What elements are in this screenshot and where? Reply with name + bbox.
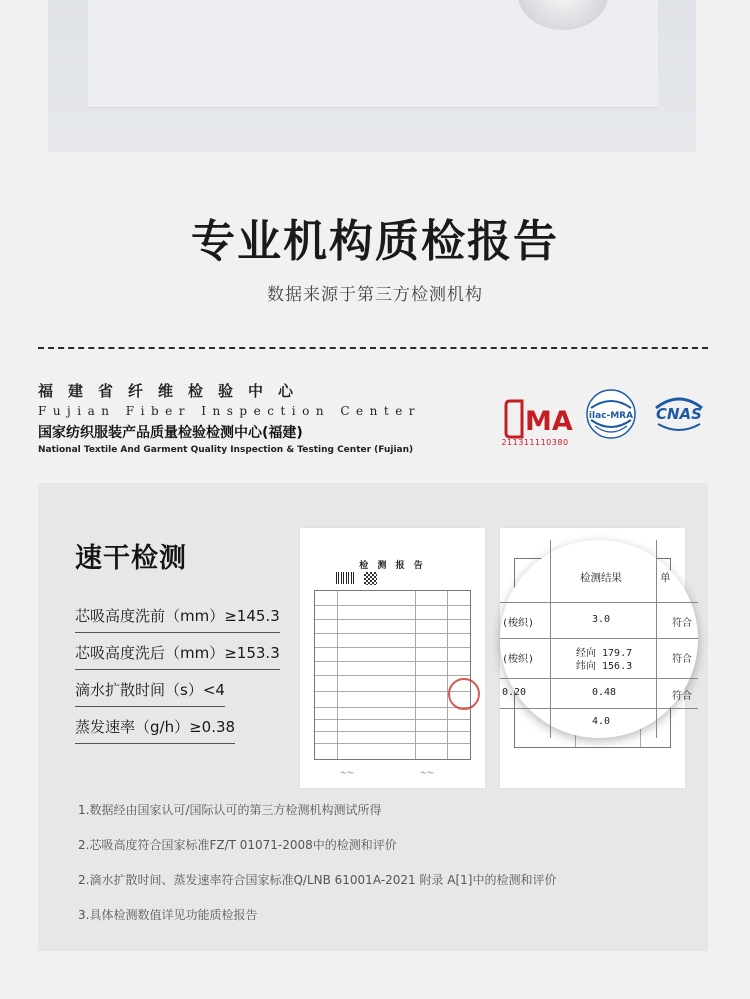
cnas-logo-icon	[648, 388, 710, 436]
cnas-logo-text: CNAS	[656, 405, 702, 423]
magnifier-row2-left: (梭织)	[502, 654, 535, 665]
magnifier-col-header: 检测结果	[580, 572, 622, 584]
report-doc-title: 检 测 报 告	[359, 561, 426, 571]
org-full-name-en: National Textile And Garment Quality Inspection & Testing Center (Fujian)	[38, 445, 414, 455]
org-name-en: Fujian Fiber Inspection Center	[38, 404, 422, 418]
org-name-cn: 福建省纤维检验中心	[38, 382, 309, 400]
red-seal-stamp-icon	[448, 678, 480, 710]
cma-logo-text: MA	[525, 406, 573, 437]
magnifier-col-header-right: 单	[660, 572, 671, 584]
metric-drip-diffusion-time: 滴水扩散时间（s）<4	[75, 679, 225, 707]
report-document-page	[300, 528, 485, 788]
metric-wicking-before-wash: 芯吸高度洗前（mm）≥145.3	[75, 605, 280, 633]
qr-code-icon	[364, 572, 377, 585]
note-3: 2.滴水扩散时间、蒸发速率符合国家标准Q/LNB 61001A-2021 附录 A[1]中的检测和评价	[78, 873, 557, 887]
barcode-icon	[336, 572, 356, 584]
magnifier-lens	[500, 540, 698, 738]
magnifier-row4-value: 4.0	[592, 716, 611, 727]
metric-wicking-after-wash: 芯吸高度洗后（mm）≥153.3	[75, 642, 280, 670]
report-magnified-page	[500, 528, 692, 788]
note-2: 2.芯吸高度符合国家标准FZ/T 01071-2008中的检测和评价	[78, 838, 397, 852]
note-1: 1.数据经由国家认可/国际认可的第三方检测机构测试所得	[78, 803, 382, 817]
ilac-mra-logo-text: ilac-MRA	[588, 411, 634, 421]
note-4: 3.具体检测数值详见功能质检报告	[78, 908, 258, 922]
magnifier-row1-verdict: 符合	[672, 618, 692, 629]
signature-icon-2: ～～	[420, 769, 434, 777]
magnifier-row2-value-a: 经向 179.7	[576, 648, 633, 659]
test-title: 速干检测	[75, 543, 187, 574]
hero-title: 专业机构质检报告	[191, 216, 559, 267]
dashed-divider	[38, 347, 708, 349]
org-full-name-cn: 国家纺织服装产品质量检验检测中心(福建)	[38, 425, 303, 441]
report-header-line	[300, 538, 485, 545]
magnifier-row3-verdict: 符合	[672, 691, 692, 702]
quick-dry-test-card	[38, 483, 708, 951]
product-photo	[48, 0, 696, 152]
hero-subtitle: 数据来源于第三方检测机构	[267, 285, 483, 305]
organization-block	[38, 380, 422, 455]
ilac-mra-logo-icon	[585, 388, 637, 440]
report-table	[314, 590, 471, 760]
magnifier-row2-value-b: 纬向 156.3	[576, 661, 633, 672]
signature-icon: ～～	[340, 769, 354, 777]
magnifier-row1-value: 3.0	[592, 614, 611, 625]
magnifier-row3-value: 0.48	[592, 687, 617, 698]
magnifier-row2-verdict: 符合	[672, 654, 692, 665]
cma-code: 211311110380	[501, 438, 569, 447]
magnifier-row1-left: (梭织)	[502, 618, 535, 629]
metric-evaporation-rate: 蒸发速率（g/h）≥0.38	[75, 716, 235, 744]
magnifier-row3-left: 0.20	[502, 687, 527, 698]
